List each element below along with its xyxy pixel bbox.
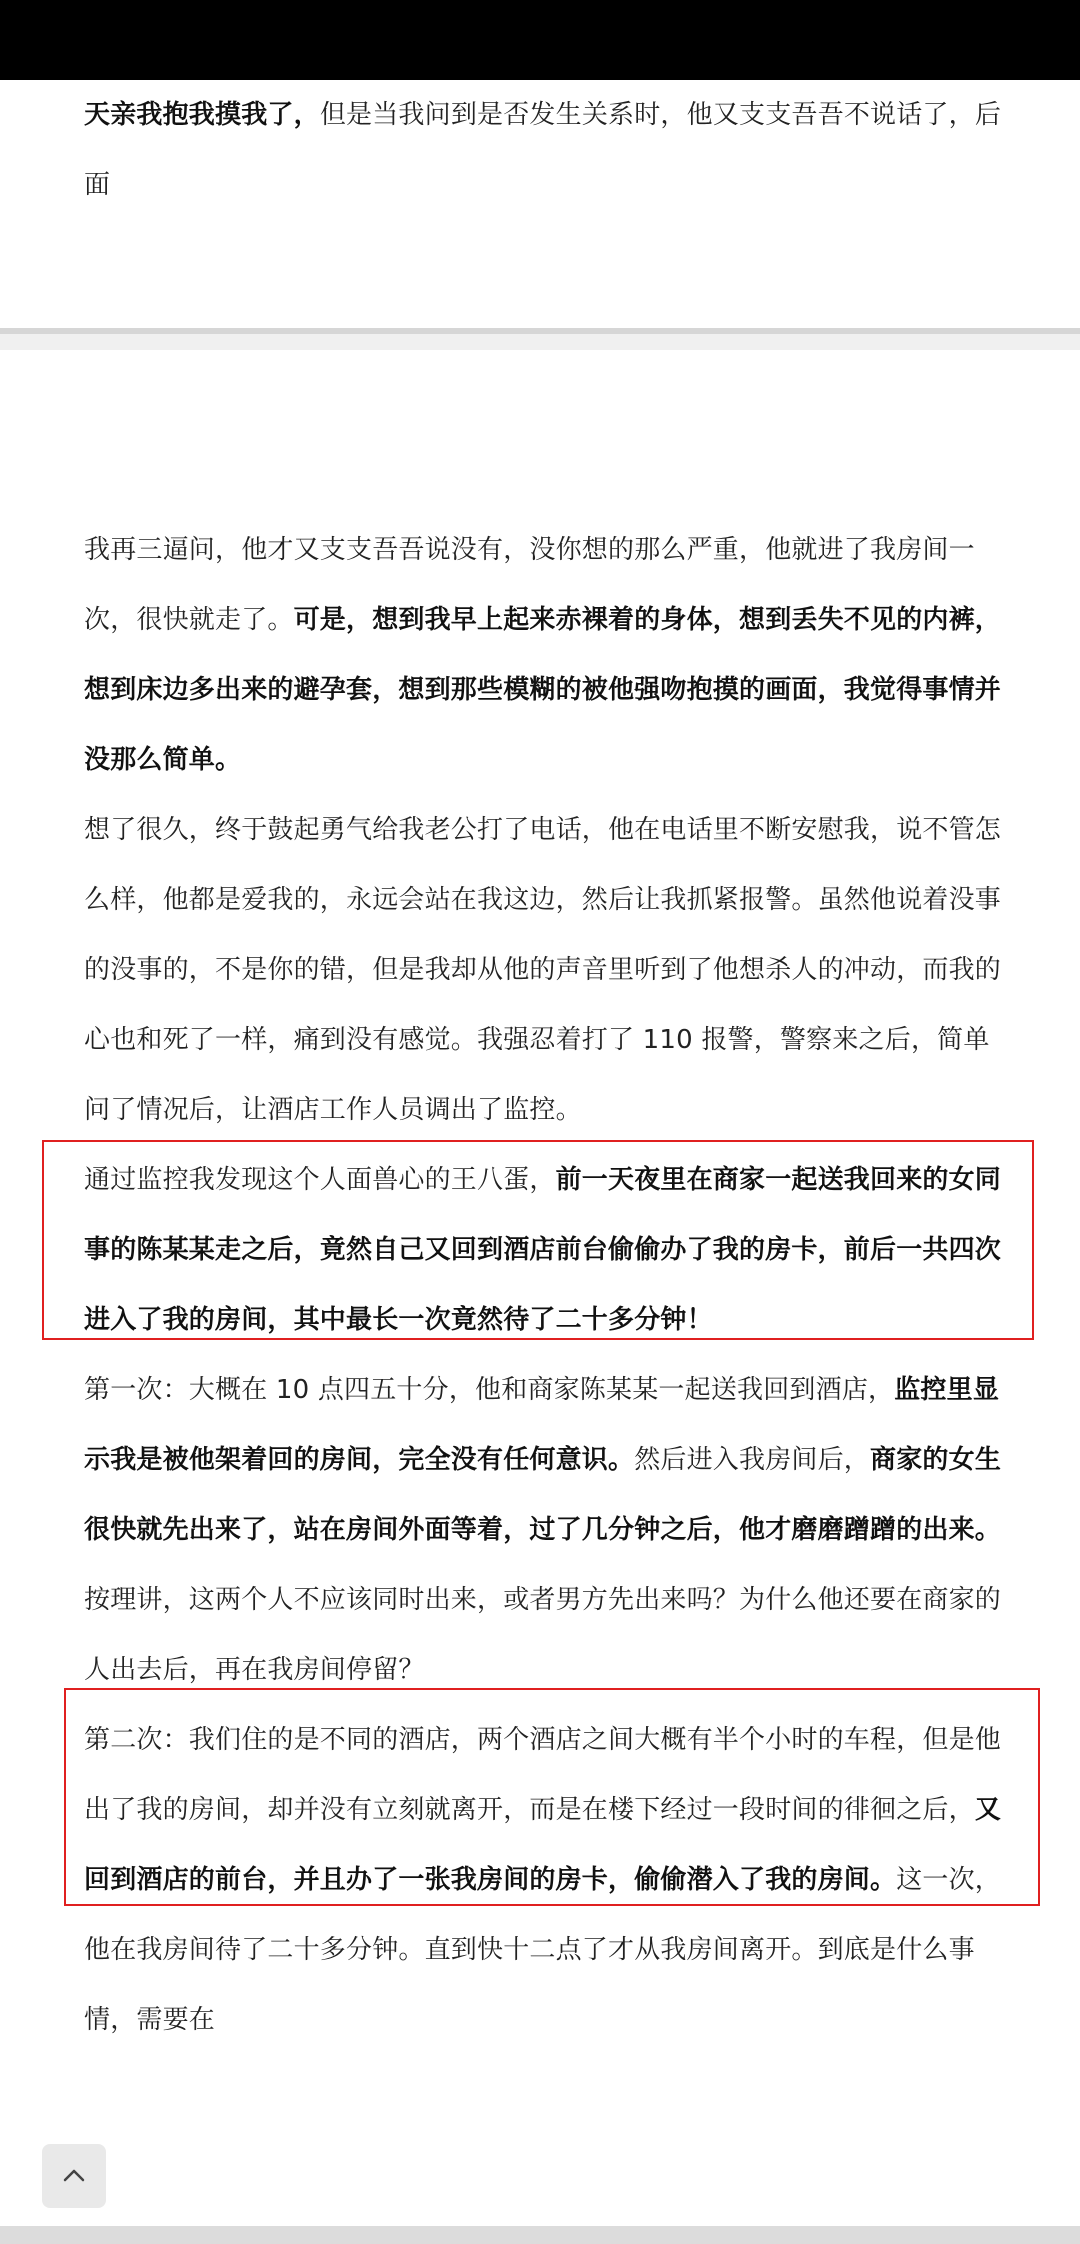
highlight-box-1 xyxy=(42,1140,1034,1340)
body-text: 但是当我问到是否发生关系时，他又支支吾吾不说话了，后面 xyxy=(84,100,1002,200)
body-text: 第一次：大概在 10 点四五十分，他和商家陈某某一起送我回到酒店， xyxy=(84,1375,895,1405)
highlight-box-2 xyxy=(64,1688,1040,1906)
body-text: 我再三逼问，他才又支支吾吾说没有，没你想的那么严重，他就进了我房间一次，很快就走了。 xyxy=(84,535,975,635)
bold-text: 可是，想到我早上起来赤裸着的身体，想到丢失不见的内裤，想到床边多出来的避孕套，想到那些模糊的被他强吻抱摸的画面，我觉得事情并没那么简单。 xyxy=(84,605,1002,775)
scroll-to-top-button[interactable] xyxy=(42,2144,106,2208)
body-text: 想了很久，终于鼓起勇气给我老公打了电话，他在电话里不断安慰我，说不管怎么样，他都是爱我的，永远会站在我这边，然后让我抓紧报警。虽然他说着没事的没事的，不是你的错，但是我却从他的声音里听到了他想杀人的冲动，而我的心也和死了一样，痛到没有感觉。我强忍着打了 110 报警，警察来之后，简单问了情况后，让酒店工作人员调出了监控。 xyxy=(84,815,1002,1125)
document-page-1 xyxy=(0,80,1080,328)
body-text: 通过监控我发现这个人面兽心的王八蛋， xyxy=(84,1165,556,1195)
paragraph-1 xyxy=(84,515,1014,795)
page-divider xyxy=(0,328,1080,334)
body-text: 第二次：我们住的是不同的酒店，两个酒店之间大概有半个小时的车程，但是他出了我的房间，却并没有立刻就离开，而是在楼下经过一段时间的徘徊之后， xyxy=(84,1725,1002,1825)
bold-text: 天亲我抱我摸我了， xyxy=(84,100,320,130)
bold-text: 商家的女生很快就先出来了，站在房间外面等着，过了几分钟之后，他才磨磨蹭蹭的出来。 xyxy=(84,1445,1002,1545)
bold-text: 前一天夜里在商家一起送我回来的女同事的陈某某走之后，竟然自己又回到酒店前台偷偷办了我的房卡，前后一共四次进入了我的房间，其中最长一次竟然待了二十多分钟！ xyxy=(84,1165,1002,1335)
body-text: 然后进入我房间后， xyxy=(634,1445,871,1475)
body-text: 按理讲，这两个人不应该同时出来，或者男方先出来吗？为什么他还要在商家的人出去后，再在我房间停留？ xyxy=(84,1585,1002,1685)
paragraph-4 xyxy=(84,1355,1014,1705)
body-text: 这一次，他在我房间待了二十多分钟。直到快十二点了才从我房间离开。到底是什么事情，需要在 xyxy=(84,1865,1002,2035)
chevron-up-icon xyxy=(59,2161,89,2191)
bold-text: 监控里显示我是被他架着回的房间，完全没有任何意识。 xyxy=(84,1375,1000,1475)
paragraph-page1 xyxy=(84,80,1014,220)
bold-text: 又回到酒店的前台，并且办了一张我房间的房卡，偷偷潜入了我的房间。 xyxy=(84,1795,1002,1895)
paragraph-2 xyxy=(84,795,1014,1145)
top-status-bar xyxy=(0,0,1080,80)
bottom-strip xyxy=(0,2226,1080,2244)
